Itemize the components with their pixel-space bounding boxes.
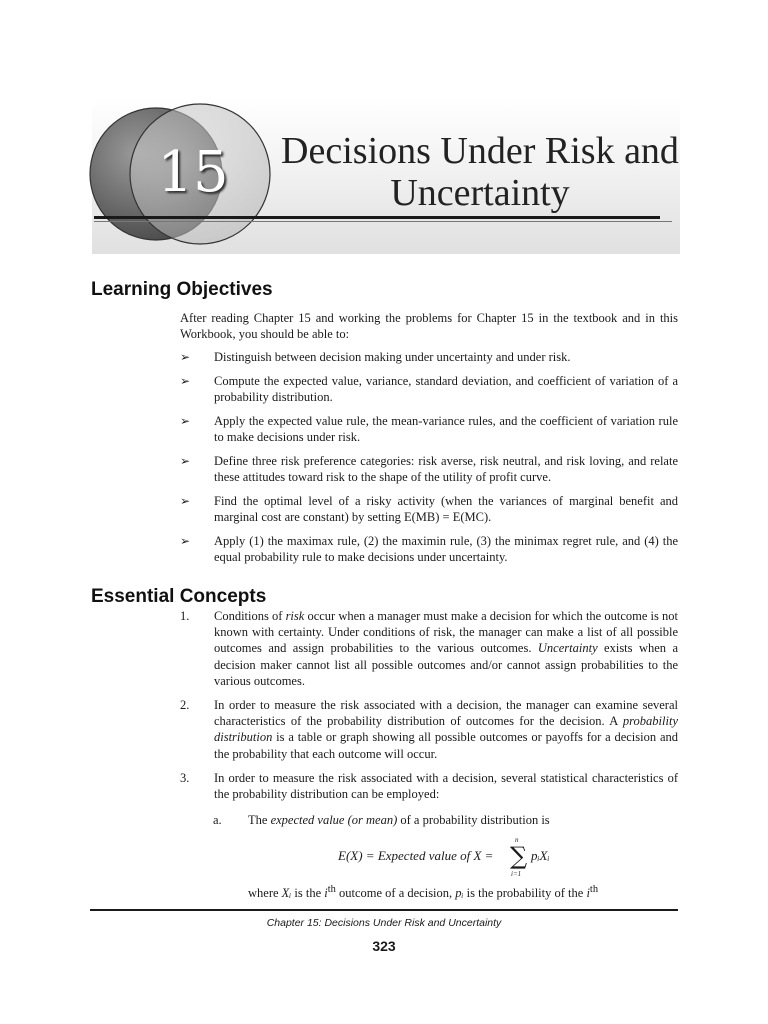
- objective-item: [180, 349, 678, 365]
- objective-text: Find the optimal level of a risky activity (when the variances of marginal benefit and marginal cost are constant) by setting E(MB) = E(MC).: [214, 494, 678, 524]
- formula-rhs: pᵢXᵢ: [531, 848, 550, 863]
- explanation-text: is the probability of the: [463, 886, 587, 901]
- banner-rule-thin: [94, 221, 672, 222]
- objective-text: Distinguish between decision making under uncertainty and under risk.: [214, 350, 571, 364]
- concept-text-part: exists when a decision maker cannot list all possible outcomes and/or cannot assign probabilities to the various outcomes.: [214, 641, 678, 688]
- variable-x: Xᵢ: [281, 886, 292, 901]
- page-number: 323: [372, 938, 396, 954]
- concept-number: 2.: [180, 698, 190, 713]
- arrow-bullet-icon: ➢: [180, 374, 191, 388]
- running-footer: Chapter 15: Decisions Under Risk and Uncertainty: [266, 917, 502, 929]
- essential-concepts-list: [180, 608, 678, 810]
- concept-number: 1.: [180, 609, 190, 623]
- objective-item: [180, 413, 678, 445]
- concept-term: Uncertainty: [537, 641, 598, 656]
- arrow-bullet-icon: ➢: [180, 350, 191, 364]
- concept-term: risk: [285, 609, 305, 623]
- concept-item: [180, 608, 678, 689]
- chapter-title-line-1: Decisions Under Risk and: [281, 130, 679, 172]
- objective-text: Apply (1) the maximax rule, (2) the maximin rule, (3) the minimax regret rule, and (4) the equal probability rule to make decisions under uncertainty.: [214, 534, 678, 564]
- objective-item: [180, 453, 678, 485]
- chapter-title: [268, 130, 692, 214]
- arrow-bullet-icon: ➢: [180, 534, 191, 548]
- explanation-text: where: [248, 886, 282, 901]
- sub-item-text-part: of a probability distribution is: [397, 813, 550, 827]
- concept-text-part: occur when a manager must make a decision for which the outcome is not known with certainty. Under conditions of risk, the manager can make a list of all possible outcomes and assign probabilities to the various outcomes.: [214, 609, 678, 656]
- explanation-text: outcome of a decision,: [335, 886, 456, 901]
- learning-objectives-list: [180, 349, 678, 573]
- concept-text-part: Conditions of: [214, 609, 286, 623]
- ordinal-suffix: th: [589, 884, 599, 895]
- banner-rule: [94, 216, 660, 219]
- variable-i: i: [586, 886, 590, 901]
- sub-item-text-part: The: [248, 813, 271, 827]
- concept-term: probability distribution: [214, 714, 678, 745]
- essential-concepts-heading: Essential Concepts: [91, 586, 267, 607]
- objective-item: [180, 373, 678, 405]
- sub-item-text: [248, 812, 550, 828]
- sub-item-term: expected value (or mean): [270, 813, 398, 827]
- objective-text: Define three risk preference categories: risk averse, risk neutral, and risk loving, and relate these attitudes toward risk to the shape of the utility of profit curve.: [214, 454, 678, 484]
- chapter-title-line-2: Uncertainty: [390, 172, 570, 214]
- formula-explanation: [248, 882, 678, 901]
- learning-objectives-heading: Learning Objectives: [91, 279, 273, 300]
- explanation-text: is the: [291, 886, 325, 901]
- arrow-bullet-icon: ➢: [180, 454, 191, 468]
- expected-value-formula: [338, 836, 578, 878]
- variable-p: pᵢ: [455, 886, 464, 901]
- concept-item: [180, 697, 678, 762]
- summation-lower-limit: i=1: [511, 870, 522, 878]
- concept-item: [180, 770, 678, 802]
- summation-icon: ∑: [510, 842, 528, 870]
- concept-number: 3.: [180, 770, 190, 785]
- learning-objectives-intro: After reading Chapter 15 and working the problems for Chapter 15 in the textbook and in this Workbook, you should be able to:: [180, 311, 678, 341]
- objective-text: Apply the expected value rule, the mean-variance rules, and the coefficient of variation rule to make decisions under risk.: [214, 414, 678, 444]
- variable-i: i: [324, 886, 328, 901]
- objective-text: Compute the expected value, variance, standard deviation, and coefficient of variation of a probability distribution.: [214, 374, 678, 404]
- sub-item-letter: a.: [213, 813, 222, 827]
- objective-item: [180, 493, 678, 525]
- arrow-bullet-icon: ➢: [180, 414, 191, 428]
- arrow-bullet-icon: ➢: [180, 494, 191, 508]
- objective-item: [180, 533, 678, 565]
- footer-rule: [90, 909, 678, 911]
- concept-text-part: In order to measure the risk associated with a decision, the manager can examine several characteristics of the probability distribution of outcomes for the decision. A: [214, 698, 678, 729]
- chapter-number: 15: [157, 140, 229, 205]
- concept-text-part: In order to measure the risk associated with a decision, several statistical characteristics of the probability distribution can be employed:: [214, 770, 678, 802]
- summation-upper-limit: n: [515, 836, 519, 844]
- concept-text-part: is a table or graph showing all possible outcomes or payoffs for a decision and the probability that each outcome will occur.: [214, 730, 678, 761]
- ordinal-suffix: th: [327, 884, 336, 895]
- formula-lhs: E(X) = Expected value of X =: [338, 848, 494, 863]
